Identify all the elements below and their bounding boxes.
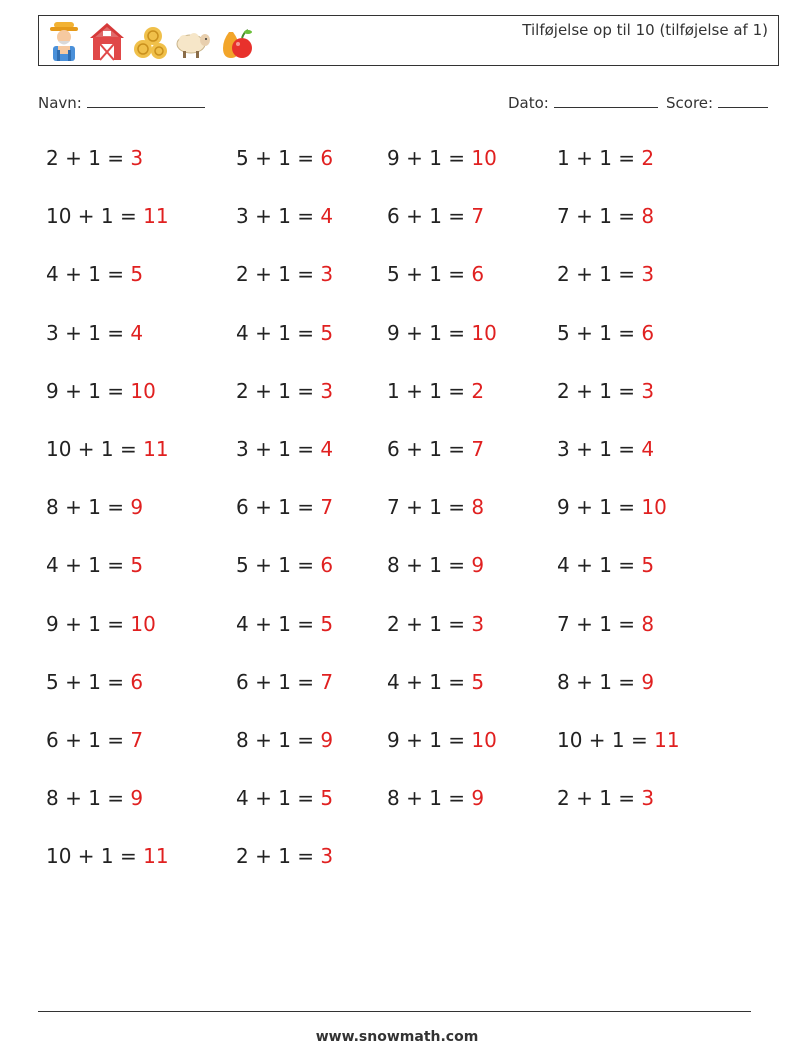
problem-item <box>236 437 333 461</box>
problem-answer: 7 <box>471 204 485 229</box>
problem-item <box>46 553 143 577</box>
problem-item <box>236 670 333 694</box>
problem-item <box>557 262 654 286</box>
problem-answer: 9 <box>320 728 334 752</box>
problem-item <box>236 204 333 228</box>
problem-question: 6 + 1 = <box>387 204 472 229</box>
problem-question: 2 + 1 = <box>557 262 642 287</box>
problem-question: 5 + 1 = <box>46 669 131 694</box>
problem-item <box>557 728 680 752</box>
problem-item <box>557 379 654 403</box>
problem-answer: 7 <box>130 728 144 752</box>
problem-item <box>387 204 484 228</box>
problem-answer: 5 <box>320 786 334 811</box>
problem-answer: 2 <box>471 378 485 403</box>
problem-answer: 8 <box>471 495 485 520</box>
problem-item <box>236 262 333 286</box>
problem-item <box>387 262 484 286</box>
problem-question: 4 + 1 = <box>236 320 321 345</box>
problem-question: 4 + 1 = <box>557 553 642 578</box>
problem-item <box>387 670 484 694</box>
footer-url: www.snowmath.com <box>315 1029 479 1045</box>
problem-item <box>236 321 333 345</box>
problem-question: 3 + 1 = <box>236 437 321 461</box>
problem-answer: 6 <box>641 320 655 345</box>
problem-answer: 7 <box>320 669 334 694</box>
problem-answer: 9 <box>641 669 655 694</box>
problem-question: 7 + 1 = <box>557 611 642 636</box>
problem-answer: 4 <box>320 204 334 229</box>
problem-item <box>387 728 497 752</box>
problem-answer: 9 <box>130 786 144 811</box>
problem-question: 3 + 1 = <box>46 320 131 345</box>
problem-question: 2 + 1 = <box>557 786 642 811</box>
problem-question: 1 + 1 = <box>557 146 642 170</box>
problem-item <box>46 728 143 752</box>
score-label: Score: <box>666 94 714 112</box>
problem-item <box>46 321 143 345</box>
problem-question: 5 + 1 = <box>236 146 321 170</box>
problem-question: 2 + 1 = <box>236 262 321 287</box>
problem-item <box>236 786 333 810</box>
problem-question: 9 + 1 = <box>557 495 642 520</box>
problem-answer: 4 <box>320 437 334 461</box>
problem-question: 8 + 1 = <box>46 786 131 811</box>
problem-answer: 3 <box>320 378 334 403</box>
problem-item <box>46 612 156 636</box>
problem-item <box>387 437 484 461</box>
problem-answer: 6 <box>130 669 144 694</box>
problem-question: 7 + 1 = <box>387 495 472 520</box>
problem-item <box>46 262 143 286</box>
problem-answer: 10 <box>471 146 497 170</box>
problem-question: 8 + 1 = <box>46 495 131 520</box>
problem-answer: 6 <box>320 146 334 170</box>
problem-question: 9 + 1 = <box>387 728 472 752</box>
problem-question: 4 + 1 = <box>46 553 131 578</box>
problem-answer: 9 <box>471 786 485 811</box>
problem-question: 7 + 1 = <box>557 204 642 229</box>
problem-question: 2 + 1 = <box>557 378 642 403</box>
problem-item <box>46 146 143 170</box>
problem-answer: 11 <box>143 437 169 461</box>
problem-question: 9 + 1 = <box>46 378 131 403</box>
problem-answer: 10 <box>641 495 667 520</box>
problem-item <box>387 553 484 577</box>
problem-item <box>557 670 654 694</box>
problem-answer: 9 <box>130 495 144 520</box>
problem-answer: 3 <box>130 146 144 170</box>
name-label: Navn: <box>38 94 82 112</box>
problem-item <box>557 495 667 519</box>
problem-question: 2 + 1 = <box>46 146 131 170</box>
problem-question: 2 + 1 = <box>236 378 321 403</box>
problem-answer: 8 <box>641 204 655 229</box>
problem-item <box>557 612 654 636</box>
problem-question: 6 + 1 = <box>387 437 472 461</box>
problem-question: 8 + 1 = <box>387 553 472 578</box>
problem-question: 5 + 1 = <box>557 320 642 345</box>
problem-question: 4 + 1 = <box>236 786 321 811</box>
problem-answer: 3 <box>641 378 655 403</box>
problem-question: 3 + 1 = <box>236 204 321 229</box>
problem-question: 10 + 1 = <box>46 204 144 229</box>
problem-item <box>236 553 333 577</box>
problem-item <box>46 495 143 519</box>
problem-item <box>557 553 654 577</box>
problem-item <box>46 204 169 228</box>
problem-answer: 5 <box>130 262 144 287</box>
problem-answer: 3 <box>320 262 334 287</box>
problem-answer: 11 <box>143 204 169 229</box>
problem-answer: 6 <box>471 262 485 287</box>
problem-item <box>46 379 156 403</box>
problem-item <box>236 612 333 636</box>
problem-question: 2 + 1 = <box>236 844 321 869</box>
problem-answer: 10 <box>130 378 156 403</box>
worksheet-title: Tilføjelse op til 10 (tilføjelse af 1) <box>522 21 768 39</box>
problem-question: 2 + 1 = <box>387 611 472 636</box>
problem-item <box>387 786 484 810</box>
problem-answer: 6 <box>320 553 334 578</box>
problem-question: 5 + 1 = <box>236 553 321 578</box>
problem-item <box>236 844 333 868</box>
problem-question: 6 + 1 = <box>236 669 321 694</box>
problem-item <box>557 204 654 228</box>
date-label: Dato: <box>508 94 549 112</box>
problem-answer: 8 <box>641 611 655 636</box>
problem-question: 4 + 1 = <box>46 262 131 287</box>
problem-item <box>557 786 654 810</box>
problem-question: 9 + 1 = <box>387 320 472 345</box>
problem-question: 6 + 1 = <box>46 728 131 752</box>
problem-answer: 9 <box>471 553 485 578</box>
problem-item <box>46 670 143 694</box>
problem-item <box>46 844 169 868</box>
problem-item <box>387 612 484 636</box>
footer-divider <box>38 1011 751 1012</box>
problem-question: 8 + 1 = <box>387 786 472 811</box>
problem-answer: 2 <box>641 146 655 170</box>
problem-question: 5 + 1 = <box>387 262 472 287</box>
problem-item <box>557 321 654 345</box>
problem-question: 8 + 1 = <box>236 728 321 752</box>
problem-answer: 4 <box>641 437 655 461</box>
problem-item <box>387 321 497 345</box>
problem-item <box>387 146 497 170</box>
problem-item <box>387 495 484 519</box>
problem-question: 8 + 1 = <box>557 669 642 694</box>
problem-item <box>236 728 333 752</box>
problem-item <box>557 437 654 461</box>
problem-item <box>46 437 169 461</box>
problem-item <box>236 146 333 170</box>
problem-question: 4 + 1 = <box>387 669 472 694</box>
problem-answer: 3 <box>641 262 655 287</box>
problem-answer: 3 <box>641 786 655 811</box>
problem-answer: 7 <box>471 437 485 461</box>
problem-answer: 4 <box>130 320 144 345</box>
problem-question: 9 + 1 = <box>387 146 472 170</box>
problem-answer: 10 <box>471 728 497 752</box>
problem-question: 10 + 1 = <box>46 437 144 461</box>
problem-answer: 5 <box>641 553 655 578</box>
problem-item <box>387 379 484 403</box>
problem-item <box>236 495 333 519</box>
problem-answer: 11 <box>654 728 680 752</box>
problem-answer: 11 <box>143 844 169 869</box>
problem-question: 4 + 1 = <box>236 611 321 636</box>
problem-question: 10 + 1 = <box>557 728 655 752</box>
problem-item <box>557 146 654 170</box>
problem-answer: 7 <box>320 495 334 520</box>
problem-question: 3 + 1 = <box>557 437 642 461</box>
problem-question: 9 + 1 = <box>46 611 131 636</box>
problem-answer: 5 <box>471 669 485 694</box>
problem-answer: 10 <box>471 320 497 345</box>
problem-answer: 5 <box>320 320 334 345</box>
problem-answer: 5 <box>320 611 334 636</box>
problem-item <box>46 786 143 810</box>
problem-item <box>236 379 333 403</box>
problem-answer: 5 <box>130 553 144 578</box>
problem-answer: 10 <box>130 611 156 636</box>
problem-question: 10 + 1 = <box>46 844 144 869</box>
problem-answer: 3 <box>320 844 334 869</box>
problem-question: 6 + 1 = <box>236 495 321 520</box>
problem-question: 1 + 1 = <box>387 378 472 403</box>
problem-answer: 3 <box>471 611 485 636</box>
